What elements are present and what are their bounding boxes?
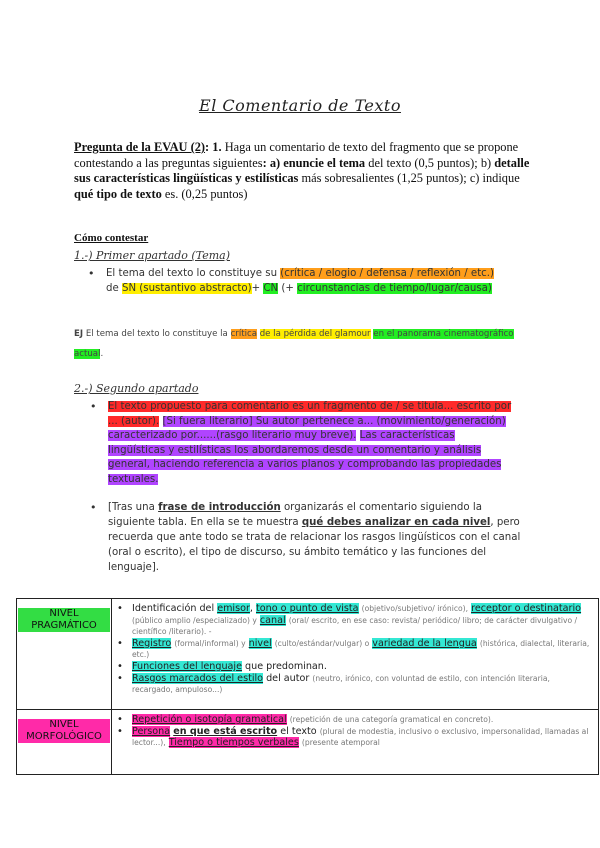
bullet-icon: • bbox=[90, 501, 97, 514]
bullet-icon: • bbox=[117, 660, 123, 672]
list-item bbox=[117, 660, 592, 673]
text: . bbox=[100, 349, 104, 359]
text: [Tras una bbox=[108, 502, 155, 513]
highlight-cyan: canal bbox=[259, 614, 286, 626]
small-text: (neutro, irónico, con voluntad de estilo, con intención literaria, recargado, ampuloso...) bbox=[132, 673, 550, 695]
table-content-cell bbox=[112, 710, 599, 775]
highlight-cyan: nivel bbox=[248, 637, 272, 649]
level-label: NIVEL PRAGMÁTICO bbox=[18, 608, 110, 632]
text: de bbox=[106, 283, 119, 294]
underlined-text: en que está escrito bbox=[173, 725, 278, 737]
small-text: (culto/estándar/vulgar) o bbox=[274, 638, 370, 648]
highlight-cyan: variedad de la lengua bbox=[372, 637, 477, 649]
small-text: (objetivo/subjetivo/ irónico), bbox=[361, 604, 469, 613]
highlight-green: en el panorama cinematográfico actual bbox=[74, 329, 514, 359]
highlight-red: El texto propuesto para comentario es un fragmento de / se titula... escrito por ... (autor). bbox=[108, 401, 512, 427]
question-part-b: detalle sus características lingüísticas y estilísticas bbox=[74, 155, 530, 185]
section2-bullet1 bbox=[90, 400, 513, 487]
question-part-a: a) enuncie el tema bbox=[269, 155, 366, 170]
highlight-cyan: emisor bbox=[217, 603, 250, 614]
highlight-cyan: Registro bbox=[132, 637, 172, 649]
list-item bbox=[117, 672, 592, 696]
bullet-icon: • bbox=[117, 714, 123, 725]
highlight-green: circunstancias de tiempo/lugar/causa) bbox=[297, 283, 492, 294]
section2-bullet2 bbox=[90, 500, 523, 575]
bullet-icon: • bbox=[90, 400, 97, 413]
small-text: (plural de modestia, inclusivo o exclusivo, impersonalidad, llamadas al lector...), bbox=[132, 726, 589, 748]
bullet-icon: • bbox=[117, 603, 123, 614]
table-row bbox=[17, 710, 599, 775]
section1-heading: 1.-) Primer apartado (Tema) bbox=[74, 249, 230, 262]
small-text: (formal/informal) y bbox=[174, 638, 246, 648]
question-part-b-rest: más sobresalientes bbox=[301, 171, 395, 185]
bullet-icon: • bbox=[117, 637, 123, 649]
section2-heading: 2.-) Segundo apartado bbox=[74, 382, 199, 395]
text: el texto bbox=[280, 725, 317, 737]
example-label: EJ bbox=[74, 329, 84, 339]
underlined-text: frase de introducción bbox=[158, 502, 281, 513]
list-item bbox=[117, 725, 592, 749]
text: que predominan. bbox=[245, 660, 327, 672]
text: + bbox=[251, 283, 261, 294]
text: El tema del texto lo constituye su bbox=[106, 268, 278, 279]
highlight-purple: Las características lingüísticas y estilísticas los abordaremos desde un comentario y análisis general, haciendo referencia a varios planos y comprobando las propiedades textuales. bbox=[108, 430, 502, 485]
highlight-pink: Tiempo o tiempos verbales bbox=[168, 737, 299, 749]
highlight-yellow: de la pérdida del glamour bbox=[259, 329, 371, 339]
text: , bbox=[249, 603, 253, 614]
highlight-pink: Repetición o isotopía gramatical bbox=[132, 714, 287, 725]
bullet-icon: • bbox=[88, 267, 95, 280]
table-content-cell bbox=[112, 599, 599, 710]
bullet-icon: • bbox=[117, 672, 123, 684]
table-row bbox=[17, 599, 599, 710]
list-item bbox=[117, 714, 592, 726]
text: , pero recuerda que ante todo se trata de relacionar los rasgos lingüísticos con el canal (oral o escrito), el tipo de discurso, su ámbito temático y las funciones del lenguaje]. bbox=[108, 517, 521, 573]
highlight-orange: crítica bbox=[230, 329, 257, 339]
question-points-c: (0,25 puntos) bbox=[181, 186, 248, 201]
question-number: 1. bbox=[212, 140, 222, 154]
text: (+ bbox=[281, 283, 294, 294]
table-label-cell bbox=[17, 710, 112, 775]
highlight-purple: [Si fuera literario] Su autor pertenece a... (movimiento/generación) caracterizado por......(rasgo literario muy breve). bbox=[108, 415, 506, 441]
evau-question: Pregunta de la EVAU (2): 1. Haga un comentario de texto del fragmento que se propone contestando a las preguntas siguientes: a) enuncie el tema del texto (0,5 puntos); b) detalle sus características lingüísticas y estilísticas más sobresalientes (1,25 puntos); c) indique qué tipo de texto es. (0,25 puntos) bbox=[74, 140, 530, 201]
small-text: (histórica, dialectal, literaria, etc.) bbox=[132, 638, 590, 660]
text: Identificación del bbox=[132, 603, 215, 614]
analysis-table bbox=[16, 598, 599, 775]
underlined-text: qué debes analizar en cada nivel bbox=[301, 517, 491, 528]
small-text: (presente atemporal bbox=[301, 738, 380, 748]
question-part-b-pre: b) bbox=[480, 155, 492, 170]
question-part-c-pre: c) indique bbox=[469, 171, 520, 185]
highlight-green: CN bbox=[263, 283, 279, 294]
highlight-pink: Persona bbox=[132, 725, 171, 737]
highlight-cyan: Rasgos marcados del estilo bbox=[132, 672, 264, 684]
question-part-c: qué tipo de texto bbox=[74, 186, 162, 201]
list-item bbox=[117, 637, 592, 661]
table-label-cell bbox=[17, 599, 112, 710]
small-text: (oral/ escrito, en ese caso: revista/ periódico/ libro; de carácter divulgativo / científico /literario). - bbox=[132, 615, 578, 637]
text: El tema del texto lo constituye la bbox=[85, 329, 228, 339]
small-text: (público amplio /especializado) y bbox=[132, 615, 257, 625]
bullet-icon: • bbox=[117, 725, 123, 737]
page-title: El Comentario de Texto bbox=[199, 96, 401, 115]
section1-bullet bbox=[88, 266, 506, 296]
question-label: Pregunta de la EVAU (2) bbox=[74, 140, 206, 154]
question-points-b: (1,25 puntos) bbox=[397, 171, 464, 185]
highlight-cyan: receptor o destinatario bbox=[471, 603, 582, 614]
text: del autor bbox=[266, 672, 310, 684]
highlight-orange: (crítica / elogio / defensa / reflexión / etc.) bbox=[280, 268, 494, 279]
list-item bbox=[117, 603, 592, 638]
highlight-cyan: tono o punto de vista bbox=[256, 603, 359, 614]
question-part-c-rest: es. bbox=[164, 186, 179, 201]
small-text: (repetición de una categoría gramatical en concreto). bbox=[289, 715, 494, 724]
text: organizarás el comentario siguiendo la siguiente tabla. En ella se te muestra bbox=[108, 502, 482, 528]
highlight-cyan: Funciones del lenguaje bbox=[132, 660, 242, 672]
highlight-yellow: SN (sustantivo abstracto) bbox=[121, 283, 252, 294]
question-intro: Haga un comentario de texto del fragmento que se propone contestando a las preguntas siguientes bbox=[74, 140, 519, 170]
how-to-heading: Cómo contestar bbox=[74, 232, 149, 244]
level-label: NIVEL MORFOLÓGICO bbox=[18, 719, 110, 743]
question-points-a: (0,5 puntos) bbox=[414, 155, 475, 170]
question-part-a-rest: del texto bbox=[368, 155, 412, 170]
example-paragraph bbox=[74, 324, 534, 364]
